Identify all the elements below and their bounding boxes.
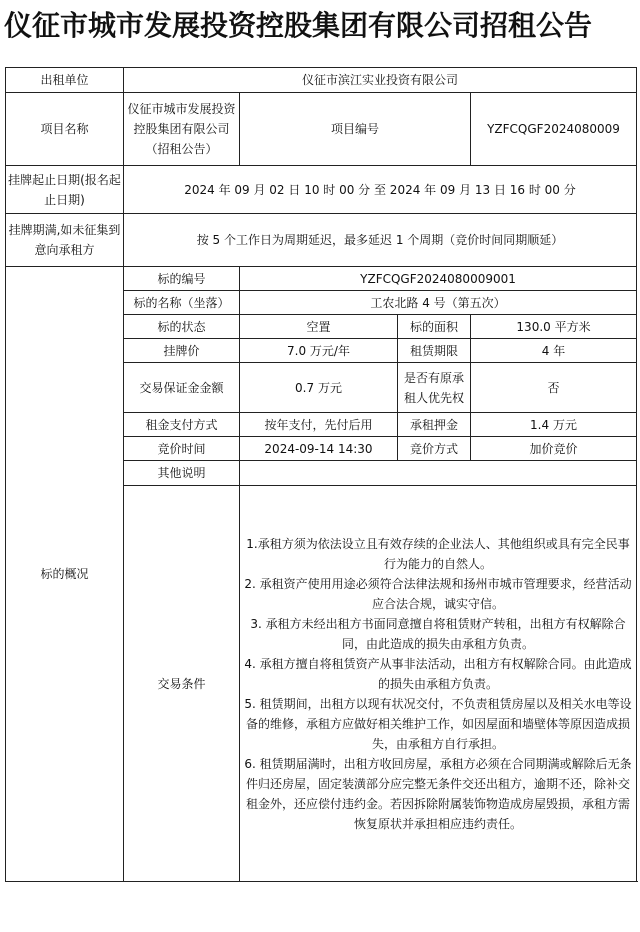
lot-name-label: 标的名称（坐落） xyxy=(124,291,240,315)
other-label: 其他说明 xyxy=(124,461,240,486)
condition-item: 3. 承租方未经出租方书面同意擅自将租赁财产转租，出租方有权解除合同，由此造成的损失由承租方负责。 xyxy=(250,616,626,651)
expiry-value: 按 5 个工作日为周期延迟，最多延迟 1 个周期（竞价时间同期顺延） xyxy=(124,214,637,267)
lot-no-label: 标的编号 xyxy=(124,267,240,291)
project-code-value: YZFCQGF2024080009 xyxy=(471,93,637,166)
project-name-value: 仪征市城市发展投资控股集团有限公司（招租公告） xyxy=(124,93,240,166)
price-value: 7.0 万元/年 xyxy=(240,339,398,363)
area-value: 130.0 平方米 xyxy=(471,315,637,339)
priority-label: 是否有原承租人优先权 xyxy=(398,363,471,413)
term-value: 4 年 xyxy=(471,339,637,363)
conditions-label: 交易条件 xyxy=(124,486,240,882)
listing-period-value: 2024 年 09 月 02 日 10 时 00 分 至 2024 年 09 月 13 日 16 时 00 分 xyxy=(124,166,637,214)
other-value xyxy=(240,461,637,486)
notice-table xyxy=(5,67,637,882)
security-label: 承租押金 xyxy=(398,413,471,437)
priority-value: 否 xyxy=(471,363,637,413)
lessor-value: 仪征市滨江实业投资有限公司 xyxy=(124,68,637,93)
row-lot-no xyxy=(6,267,637,291)
bid-time-label: 竞价时间 xyxy=(124,437,240,461)
term-label: 租赁期限 xyxy=(398,339,471,363)
row-listing-period xyxy=(6,166,637,214)
bid-time-value: 2024-09-14 14:30 xyxy=(240,437,398,461)
expiry-label: 挂牌期满,如未征集到意向承租方 xyxy=(6,214,124,267)
area-label: 标的面积 xyxy=(398,315,471,339)
deposit-value: 0.7 万元 xyxy=(240,363,398,413)
listing-period-label: 挂牌起止日期(报名起止日期) xyxy=(6,166,124,214)
condition-item: 6. 租赁期届满时，出租方收回房屋，承租方必须在合同期满或解除后无条件归还房屋，固定装潢部分应完整无条件交还出租方，逾期不还，除补交租金外，还应偿付违约金。若因拆除附属装饰物造成房屋毁损，承租方需恢复原状并承担相应违约责任。 xyxy=(244,756,632,831)
lessor-label: 出租单位 xyxy=(6,68,124,93)
deposit-label: 交易保证金金额 xyxy=(124,363,240,413)
bid-method-value: 加价竞价 xyxy=(471,437,637,461)
status-value: 空置 xyxy=(240,315,398,339)
condition-item: 4. 承租方擅自将租赁资产从事非法活动，出租方有权解除合同。由此造成的损失由承租方负责。 xyxy=(244,656,632,691)
condition-item: 5. 租赁期间，出租方以现有状况交付，不负责租赁房屋以及相关水电等设备的维修，承租方应做好相关维护工作，如因屋面和墙壁体等原因造成损失，由承租方自行承担。 xyxy=(244,696,632,751)
row-expiry xyxy=(6,214,637,267)
page-title: 仪征市城市发展投资控股集团有限公司招租公告 xyxy=(4,9,593,42)
status-label: 标的状态 xyxy=(124,315,240,339)
row-project xyxy=(6,93,637,166)
security-value: 1.4 万元 xyxy=(471,413,637,437)
project-name-label: 项目名称 xyxy=(6,93,124,166)
overview-label: 标的概况 xyxy=(6,267,124,882)
price-label: 挂牌价 xyxy=(124,339,240,363)
project-code-label: 项目编号 xyxy=(240,93,471,166)
lot-name-value: 工农北路 4 号（第五次） xyxy=(240,291,637,315)
bid-method-label: 竞价方式 xyxy=(398,437,471,461)
condition-item: 1.承租方须为依法设立且有效存续的企业法人、其他组织或具有完全民事行为能力的自然人。 xyxy=(246,536,630,571)
conditions-text xyxy=(240,486,637,882)
condition-item: 2. 承租资产使用用途必须符合法律法规和扬州市城市管理要求，经营活动应合法合规，诚实守信。 xyxy=(244,576,632,611)
payment-value: 按年支付，先付后用 xyxy=(240,413,398,437)
payment-label: 租金支付方式 xyxy=(124,413,240,437)
lot-no-value: YZFCQGF2024080009001 xyxy=(240,267,637,291)
row-lessor xyxy=(6,68,637,93)
